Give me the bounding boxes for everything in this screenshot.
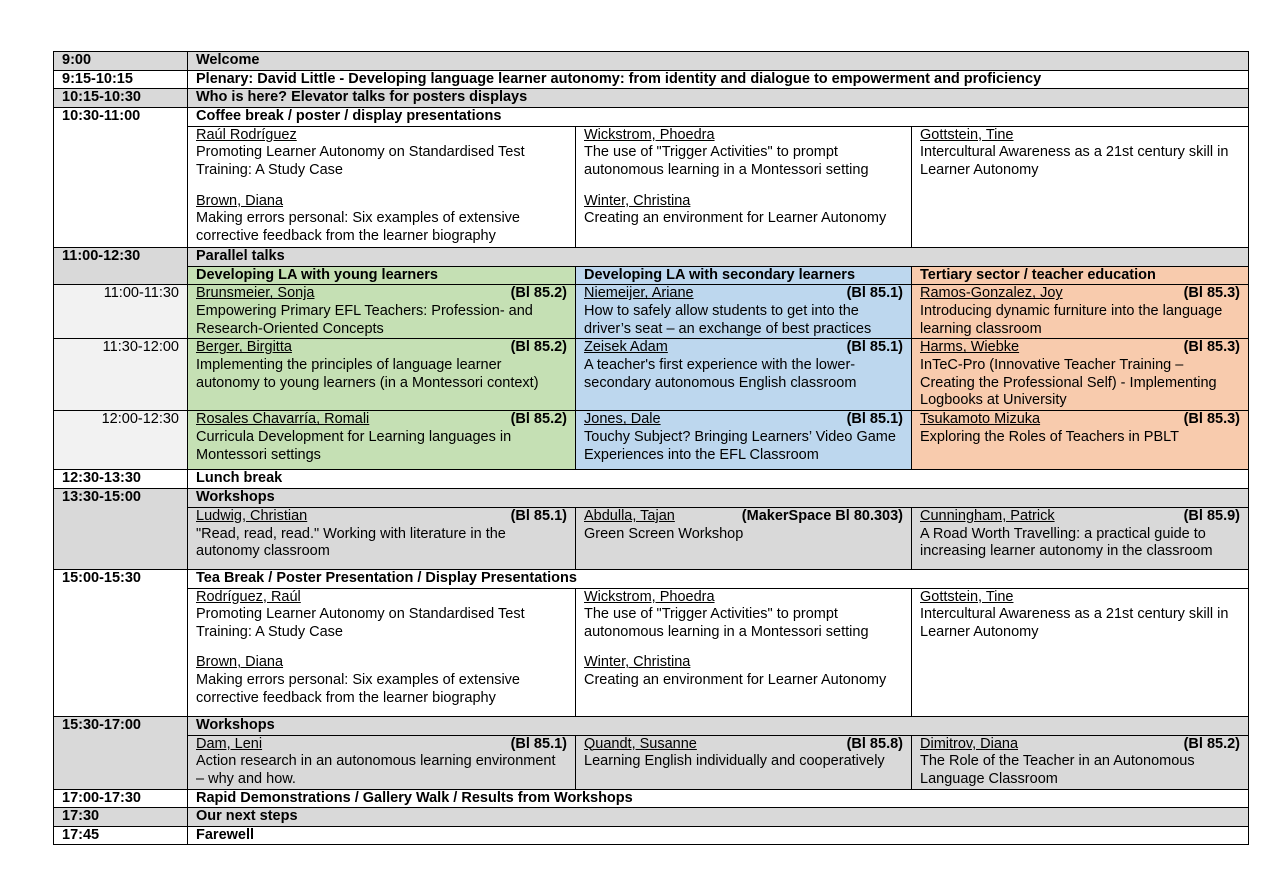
workshop-row: [54, 507, 1249, 569]
schedule-row: [54, 470, 1249, 489]
schedule-row: [54, 70, 1249, 89]
slot-time: 11:30-12:00: [54, 339, 188, 411]
time-cell: 9:00: [54, 52, 188, 71]
presentation-title: A Road Worth Travelling: a practical guide to increasing learner autonomy in the classroom: [920, 525, 1213, 560]
presentation-title: Creating an environment for Learner Autonomy: [584, 210, 887, 227]
room-label: (Bl 85.1): [846, 411, 903, 428]
time-cell: 15:00-15:30: [54, 569, 188, 716]
room-label: (Bl 85.1): [846, 339, 903, 356]
presentation-title: Curricula Development for Learning languages in Montessori settings: [196, 428, 512, 463]
talk-cell: [576, 339, 912, 411]
presentation-title: InTeC-Pro (Innovative Teacher Training – Creating the Professional Self) - Implementing Logbooks at University: [920, 356, 1217, 409]
time-cell: 17:45: [54, 826, 188, 845]
presentation-title: Intercultural Awareness as a 21st century skill in Learner Autonomy: [920, 144, 1229, 178]
presenter-name: Ludwig, Christian: [196, 507, 308, 524]
talk-cell: [576, 411, 912, 470]
time-cell: 11:00-12:30: [54, 247, 188, 285]
presenter-name: Dimitrov, Diana: [920, 735, 1019, 752]
presenter-name: Brunsmeier, Sonja: [196, 285, 315, 302]
presenter-name: Dam, Leni: [196, 735, 263, 752]
session-title: Our next steps: [188, 808, 1249, 827]
presenter-name: Harms, Wiebke: [920, 339, 1020, 356]
schedule-table: [53, 51, 1249, 845]
presentation-title: Creating an environment for Learner Autonomy: [584, 671, 887, 688]
session-title: Lunch break: [188, 470, 1249, 489]
track-header: Tertiary sector / teacher education: [912, 266, 1249, 285]
slot-time: 12:00-12:30: [54, 411, 188, 470]
room-label: (Bl 85.2): [510, 285, 567, 302]
presentation-title: Promoting Learner Autonomy on Standardised Test Training: A Study Case: [196, 606, 525, 640]
poster-cell: [576, 126, 912, 247]
poster-cell: [188, 588, 576, 716]
presenter-name: Gottstein, Tine: [920, 588, 1014, 605]
presentation-title: The Role of the Teacher in an Autonomous Language Classroom: [920, 753, 1195, 787]
room-label: (Bl 85.8): [846, 735, 903, 752]
presentation-title: Green Screen Workshop: [584, 525, 744, 542]
presenter-name: Ramos-Gonzalez, Joy: [920, 285, 1063, 302]
presenter-name: Jones, Dale: [584, 411, 661, 428]
session-title: Workshops: [188, 716, 1249, 735]
poster-cell: [912, 126, 1249, 247]
room-label: (Bl 85.1): [510, 507, 567, 524]
session-title: Workshops: [188, 488, 1249, 507]
presentation-title: Making errors personal: Six examples of extensive corrective feedback from the learner biography: [196, 671, 520, 706]
presenter-name: Cunningham, Patrick: [920, 507, 1055, 524]
schedule-row: [54, 107, 1249, 126]
talk-cell: [912, 285, 1249, 339]
time-cell: 15:30-17:00: [54, 716, 188, 789]
presentation-title: Action research in an autonomous learning environment – why and how.: [196, 753, 556, 787]
workshop-cell: [576, 735, 912, 789]
poster-row: [54, 126, 1249, 247]
talk-cell: [912, 411, 1249, 470]
talk-cell: [576, 285, 912, 339]
presenter-name: Brown, Diana: [196, 654, 284, 671]
presentation-title: Introducing dynamic furniture into the language learning classroom: [920, 302, 1223, 337]
time-cell: 12:30-13:30: [54, 470, 188, 489]
room-label: (Bl 85.2): [510, 411, 567, 428]
presenter-name: Rosales Chavarría, Romali: [196, 411, 370, 428]
presentation-title: A teacher's first experience with the lower-secondary autonomous English classroom: [584, 356, 857, 391]
track-header: Developing LA with young learners: [188, 266, 576, 285]
schedule-row: [54, 808, 1249, 827]
slot-time: 11:00-11:30: [54, 285, 188, 339]
talk-slot-row: [54, 411, 1249, 470]
time-cell: 17:00-17:30: [54, 789, 188, 808]
time-cell: 17:30: [54, 808, 188, 827]
presentation-title: "Read, read, read." Working with literature in the autonomy classroom: [196, 525, 506, 560]
presenter-name: Brown, Diana: [196, 192, 284, 209]
presenter-name: Berger, Birgitta: [196, 339, 292, 356]
presentation-title: The use of "Trigger Activities" to prompt autonomous learning in a Montessori setting: [584, 606, 869, 640]
workshop-cell: [188, 507, 576, 569]
talk-cell: [912, 339, 1249, 411]
session-title: Tea Break / Poster Presentation / Display Presentations: [188, 569, 1249, 588]
room-label: (Bl 85.3): [1183, 339, 1241, 356]
schedule-row: [54, 488, 1249, 507]
schedule-row: [54, 826, 1249, 845]
presenter-name: Winter, Christina: [584, 654, 691, 671]
session-title: Rapid Demonstrations / Gallery Walk / Results from Workshops: [188, 789, 1249, 808]
time-cell: 13:30-15:00: [54, 488, 188, 569]
presenter-name: Gottstein, Tine: [920, 126, 1014, 143]
room-label: (Bl 85.3): [1183, 285, 1241, 302]
presenter-name: Quandt, Susanne: [584, 735, 697, 752]
workshop-row: [54, 735, 1249, 789]
presentation-title: The use of "Trigger Activities" to prompt autonomous learning in a Montessori setting: [584, 144, 869, 178]
presenter-name: Tsukamoto Mizuka: [920, 411, 1041, 428]
presentation-title: Exploring the Roles of Teachers in PBLT: [920, 428, 1179, 445]
presenter-name: Abdulla, Tajan: [584, 507, 675, 524]
session-title: Parallel talks: [188, 247, 1249, 266]
session-title: Welcome: [188, 52, 1249, 71]
talk-cell: [188, 285, 576, 339]
presenter-name: Rodríguez, Raúl: [196, 588, 301, 605]
time-cell: 10:15-10:30: [54, 89, 188, 108]
workshop-cell: [912, 735, 1249, 789]
time-cell: 10:30-11:00: [54, 107, 188, 247]
presentation-title: Implementing the principles of language learner autonomy to young learners (in a Montessori context): [196, 356, 539, 391]
talk-cell: [188, 411, 576, 470]
talk-slot-row: [54, 285, 1249, 339]
schedule-row: [54, 569, 1249, 588]
presenter-name: Winter, Christina: [584, 192, 691, 209]
poster-row: [54, 588, 1249, 716]
presentation-title: Empowering Primary EFL Teachers: Profession- and Research-Oriented Concepts: [196, 302, 533, 337]
presenter-name: Wickstrom, Phoedra: [584, 588, 715, 605]
presentation-title: Making errors personal: Six examples of extensive corrective feedback from the learner biography: [196, 210, 520, 244]
session-title: Who is here? Elevator talks for posters displays: [188, 89, 1249, 108]
schedule-row: [54, 247, 1249, 266]
presentation-title: Intercultural Awareness as a 21st century skill in Learner Autonomy: [920, 606, 1229, 640]
track-header: Developing LA with secondary learners: [576, 266, 912, 285]
schedule-row: [54, 716, 1249, 735]
room-label: (Bl 85.2): [1183, 735, 1241, 752]
session-title: Coffee break / poster / display presentations: [188, 107, 1249, 126]
workshop-cell: [576, 507, 912, 569]
presenter-name: Niemeijer, Ariane: [584, 285, 694, 302]
poster-cell: [912, 588, 1249, 716]
room-label: (Bl 85.2): [510, 339, 567, 356]
session-title: Plenary: David Little - Developing language learner autonomy: from identity and dialogue to empowerment and proficiency: [188, 70, 1249, 89]
track-header-row: [54, 266, 1249, 285]
schedule-row: [54, 52, 1249, 71]
presenter-name: Zeisek Adam: [584, 339, 668, 356]
talk-slot-row: [54, 339, 1249, 411]
room-label: (Bl 85.1): [846, 285, 903, 302]
schedule-row: [54, 89, 1249, 108]
poster-cell: [188, 126, 576, 247]
presentation-title: Learning English individually and cooperatively: [584, 753, 885, 770]
schedule-row: [54, 789, 1249, 808]
room-label: (Bl 85.1): [510, 735, 567, 752]
poster-cell: [576, 588, 912, 716]
room-label: (MakerSpace Bl 80.303): [741, 507, 903, 524]
room-label: (Bl 85.3): [1183, 411, 1241, 428]
presenter-name: Raúl Rodríguez: [196, 126, 297, 143]
presentation-title: Touchy Subject? Bringing Learners’ Video Game Experiences into the EFL Classroom: [584, 428, 896, 463]
presentation-title: Promoting Learner Autonomy on Standardised Test Training: A Study Case: [196, 144, 525, 178]
time-cell: 9:15-10:15: [54, 70, 188, 89]
session-title: Farewell: [188, 826, 1249, 845]
room-label: (Bl 85.9): [1183, 507, 1241, 524]
presentation-title: How to safely allow students to get into the driver’s seat – an exchange of best practices: [584, 302, 872, 337]
workshop-cell: [188, 735, 576, 789]
presenter-name: Wickstrom, Phoedra: [584, 126, 715, 143]
talk-cell: [188, 339, 576, 411]
workshop-cell: [912, 507, 1249, 569]
